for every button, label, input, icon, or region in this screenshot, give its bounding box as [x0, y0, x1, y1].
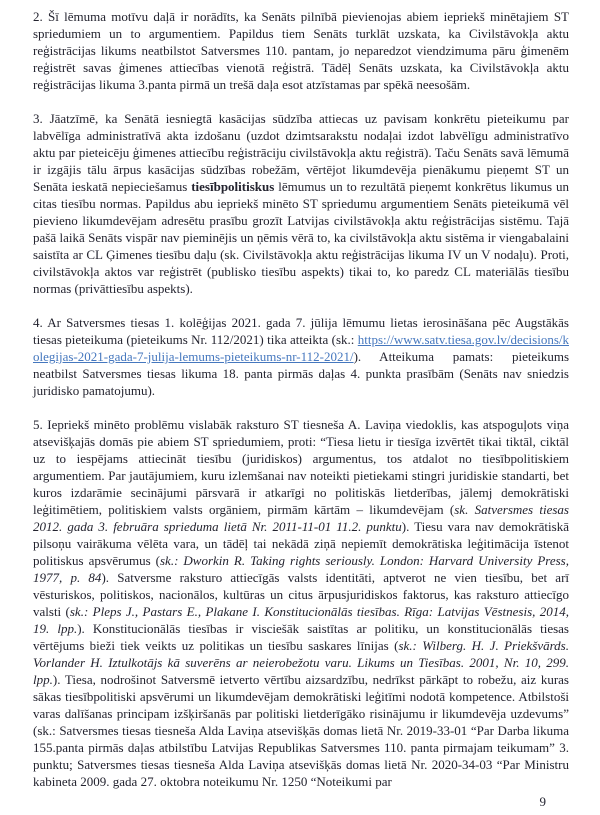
text-run: 3. Jāatzīmē, ka Senātā iesniegtā kasācijas sūdzība attiecas uz pavisam konkrētu pieteikumu par labvēlīga administratīvā akta izdošanu (uzdot dzimtsarakstu nodaļai izdot labvēlīgu administratīvo aktu par pieteicēju ģimenes attiecību reģistrāciju civilstāvokļa aktu reģistrā). Taču Senāts savā lēmumā ir izgājis tālu ārpus kasācijas sūdzības robežām, vērtējot likumdevēja pienākumu pieņemt ST un Senāta ieskatā nepieciešamus: [33, 111, 569, 194]
paragraph-4: [33, 314, 569, 399]
text-run: 4. Ar Satversmes tiesas 1. kolēģijas 2021. gada 7. jūlija lēmumu lietas ierosināšana pēc Augstākās tiesas pieteikuma (pieteikums Nr. 112/2021) tika atteikta (sk.:: [33, 315, 569, 347]
citation-run: sk.: Wilberg. H. J. Priekšvārds. Vorlander H. Iztulkotājs kā suverēns ar neierobežotu varu. Likums un Tiesības. 2001, Nr. 10, 299. lpp.: [33, 638, 569, 687]
citation-run: sk.: Dworkin R. Taking rights seriously. London: Harvard University Press, 1977, p. 84: [33, 553, 569, 585]
text-run: ). Konstitucionālās tiesības ir visciešāk saistītas ar politiku, un konstitucionālās tiesas vērtējums bieži tiek veikts uz politikas un tiesību saskares līnijas (: [33, 621, 569, 653]
citation-run: sk.: Pleps J., Pastars E., Plakane I. Konstitucionālās tiesības. Rīga: Latvijas Vēstnesis, 2014, 19. lpp.: [33, 604, 569, 636]
satversmes-tiesa-decision-link[interactable]: https://www.satv.tiesa.gov.lv/decisions/kolegijas-2021-gada-7-julija-lemums-pieteikums-nr-112-2021/: [33, 332, 569, 364]
paragraph-3: [33, 110, 569, 297]
text-run: lēmumus un to rezultātā pieņemt konkrētus likumus un citas tiesību normas. Papildus abu iepriekš minēto ST spriedumu argumentiem Senāts pieteikumā vēl pievieno likumdevējam adresētu prasību grozīt Latvijas civilstāvokļa aktu reģistrācijas sistēmu. Tajā pašā laikā Senāts vispār nav pieminējis un ņēmis vērā to, ka civilstāvokļa aktu sistēma ir viengabalaini saistīta ar CL Ģimenes tiesību daļu (sk. Civilstāvokļa aktu reģistrācijas likuma IV un V nodaļu). Proti, civilstāvokļa aktos var reģistrēt (publisko tiesību aspekts) tikai to, ko paredz CL materiālās tiesību normas (privāttiesību aspekts).: [33, 179, 569, 296]
paragraph-2: [33, 8, 569, 93]
page-number: 9: [539, 794, 546, 809]
bold-term: tiesībpolitiskus: [191, 179, 275, 194]
text-run: ). Satversme raksturo attiecīgās valsts identitāti, aptverot ne vien tiesību, bet arī vēsturiskos, politiskos, nacionālos, kultūras un citus ārpusjuridiskos faktorus, kas raksturo attiecīgo valsti (: [33, 570, 570, 619]
paragraph-5: [33, 416, 569, 790]
citation-run: sk. Satversmes tiesas 2012. gada 3. februāra sprieduma lietā Nr. 2011-11-01 11.2. punktu: [33, 502, 569, 534]
text-run: 2. Šī lēmuma motīvu daļā ir norādīts, ka Senāts pilnībā pievienojas abiem iepriekš minētajiem ST spriedumiem un to argumentiem. Papildus tiem Senāts turklāt uzskata, ka Civilstāvokļa aktu reģistrācijas likums neatbilstot Satversmes 110. pantam, jo neparedzot viendzimuma pāru ģimenēm reģistrēt savas ģimenes attiecības vienotā reģistrā. Tādēļ Senāts uzskata, ka Civilstāvokļa aktu reģistrācijas likuma 3.panta pirmā un trešā daļa esot atzīstamas par spēkā neesošām.: [33, 9, 569, 92]
text-run: 5. Iepriekš minēto problēmu vislabāk raksturo ST tiesneša A. Laviņa viedoklis, kas atspoguļots viņa atsevišķajās domās pie abiem ST spriedumiem, proti: “Tiesa lietu ir tiesīga izvērtēt tikai tiktāl, ciktāl uz to iespējams attiecināt tiesību (juridiskos) argumentus, tos atdalot no tiesībpolitiskiem argumentiem. Par jautājumiem, kuru izlemšanai nav noteikti pietiekami stingri juridiskie standarti, bet kuros izdarāmie secinājumi pārsvarā ir atkarīgi no politiskās lietderības, jālemj demokrātiski leģitimētiem, politiskiem valsts orgāniem, pirmām kārtām – likumdevējam (: [33, 417, 569, 517]
text-run: ). Tiesu vara nav demokrātiskā pilsoņu vairākuma vēlēta vara, un tādēļ tai nekādā ziņā nepiemīt demokrātiska leģitimācija īstenot politiskus apsvērumus (: [33, 519, 569, 568]
text-run: ). Tiesa, nodrošinot Satversmē ietverto vērtību aizsardzību, nedrīkst pārkāpt to robežu, aiz kuras sākas tiesībpolitiski apsvērumi un likumdevējam demokrātiski leģitīmi nodotā kompetence. Atbilstoši varas dalīšanas principam izšķiršanās par politiski lietderīgāko risinājumu ir likumdevēja uzdevums” (sk.: Satversmes tiesas tiesneša Alda Laviņa atsevišķās domas lietā Nr. 2019-33-01 “Par Darba likuma 155.panta pirmās daļas atbilstību Latvijas Republikas Satversmes 110. panta pirmajam teikumam” 3. punktu; Satversmes tiesas tiesneša Alda Laviņa atsevišķās domas lietā Nr. 2020-34-03 “Par Ministru kabineta 2009. gada 27. oktobra noteikumu Nr. 1250 “Noteikumi par: [33, 672, 569, 789]
text-run: ). Atteikuma pamats: pieteikums neatbilst Satversmes tiesas likuma 18. panta pirmās daļas 4. punkta prasībām (Senāts nav sniedzis juridisko pamatojumu).: [33, 349, 569, 398]
